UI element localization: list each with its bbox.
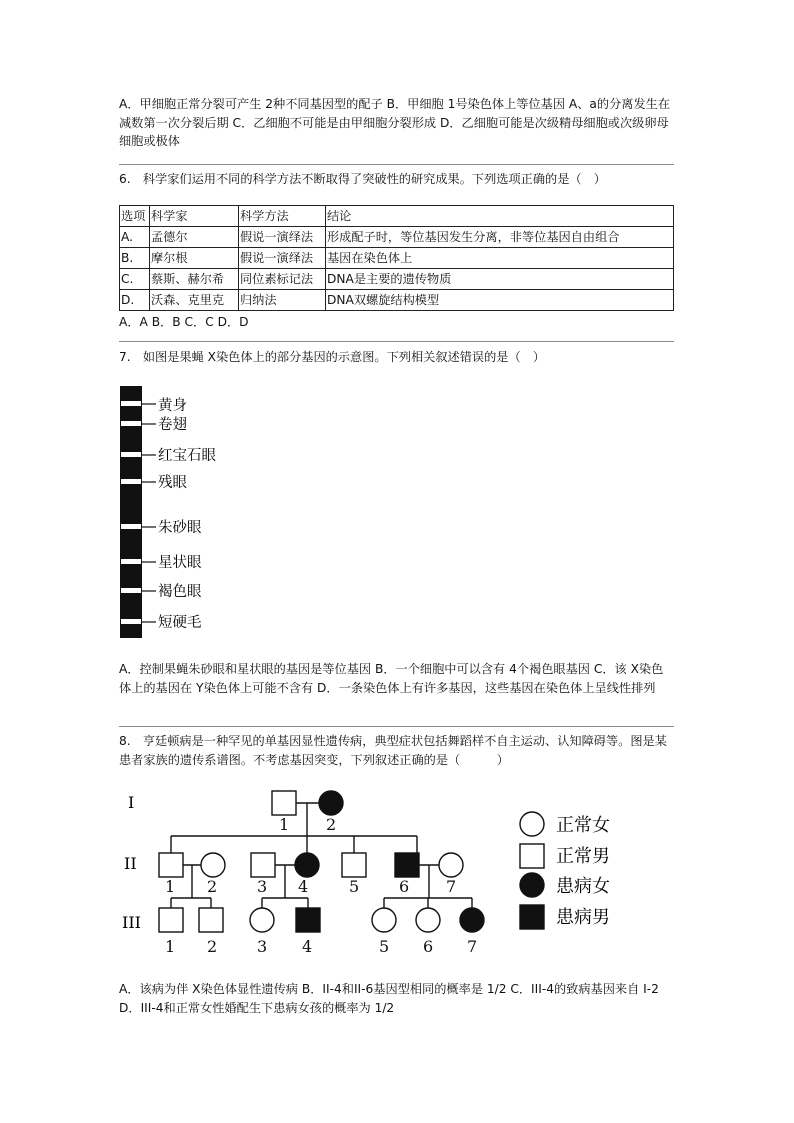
table-cell: 孟德尔 — [150, 227, 239, 248]
generation-label: III — [122, 913, 141, 932]
q7-options: A．控制果蝇朱砂眼和星状眼的基因是等位基因 B．一个细胞中可以含有 4个褐色眼基因 C．该 X染色体上的基因在 Y染色体上可能不含有 D．一条染色体上有许多基因，这些基因在染色体上呈线性排列 — [119, 662, 664, 695]
normal-female-symbol — [416, 908, 440, 932]
individual-number: 5 — [349, 877, 360, 896]
gene-band — [121, 421, 141, 426]
q8-stem: 8. 亨廷顿病是一种罕见的单基因显性遗传病，典型症状包括舞蹈样不自主运动、认知障碍等。图是某患者家族的遗传系谱图。不考虑基因突变，下列叙述正确的是（ ） — [119, 734, 667, 767]
normal-female-symbol — [372, 908, 396, 932]
individual-number: 5 — [379, 937, 390, 956]
legend-label: 正常女 — [556, 815, 610, 836]
gene-label: 卷翅 — [158, 417, 187, 433]
q6-table — [119, 205, 674, 311]
q6-stem: 6. 科学家们运用不同的科学方法不断取得了突破性的研究成果。下列选项正确的是（ ） — [119, 172, 606, 186]
normal-male-symbol — [342, 853, 366, 877]
table-header: 结论 — [326, 206, 674, 227]
table-row — [120, 248, 674, 269]
individual-number: 4 — [298, 877, 309, 896]
table-cell: 形成配子时，等位基因发生分离，非等位基因自由组合 — [326, 227, 674, 248]
table-cell: 归纳法 — [239, 290, 326, 311]
divider — [119, 164, 674, 165]
normal-female-symbol — [201, 853, 225, 877]
individual-number: 3 — [257, 937, 268, 956]
divider — [119, 341, 674, 342]
divider — [119, 726, 674, 727]
individual-number: 4 — [302, 937, 313, 956]
q6-options: A．A B．B C．C D．D — [119, 315, 249, 329]
legend-label: 正常男 — [556, 846, 610, 867]
gene-label: 黄身 — [158, 398, 187, 414]
table-row — [120, 227, 674, 248]
q5-options: A．甲细胞正常分裂可产生 2种不同基因型的配子 B．甲细胞 1号染色体上等位基因 A、a的分离发生在减数第一次分裂后期 C．乙细胞不可能是由甲细胞分裂形成 D．乙细胞可能是次级精母细胞或次级卵母细胞或极体 — [119, 97, 671, 148]
gene-label: 残眼 — [158, 475, 187, 491]
individual-number: 6 — [399, 877, 410, 896]
gene-label: 朱砂眼 — [158, 520, 202, 536]
individual-number: 7 — [446, 877, 457, 896]
individual-number: 3 — [257, 877, 268, 896]
q8-options: A．该病为伴 X染色体显性遗传病 B．II-4和II-6基因型相同的概率是 1/2 C．III-4的致病基因来自 I-2 D．III-4和正常女性婚配生下患病女孩的概率为 1/2 — [119, 982, 659, 1015]
individual-number: 1 — [165, 877, 176, 896]
individual-number: 1 — [165, 937, 176, 956]
table-cell: 假说一演绎法 — [239, 248, 326, 269]
normal-male-symbol — [251, 853, 275, 877]
table-cell: 蔡斯、赫尔希 — [150, 269, 239, 290]
normal-female-symbol — [250, 908, 274, 932]
table-cell: C. — [120, 269, 150, 290]
table-header: 科学家 — [150, 206, 239, 227]
table-cell: 同位素标记法 — [239, 269, 326, 290]
affected-female-symbol — [460, 908, 484, 932]
table-cell: B. — [120, 248, 150, 269]
individual-number: 2 — [326, 815, 337, 834]
gene-band — [121, 401, 141, 406]
individual-number: 1 — [279, 815, 290, 834]
gene-band — [121, 479, 141, 484]
affected-female-symbol — [295, 853, 319, 877]
table-cell: D. — [120, 290, 150, 311]
table-cell: 沃森、克里克 — [150, 290, 239, 311]
table-cell: DNA双螺旋结构模型 — [326, 290, 674, 311]
gene-band — [121, 588, 141, 593]
normal-female-symbol — [439, 853, 463, 877]
table-cell: A. — [120, 227, 150, 248]
table-header: 科学方法 — [239, 206, 326, 227]
gene-label: 褐色眼 — [158, 584, 202, 600]
table-cell: 基因在染色体上 — [326, 248, 674, 269]
gene-label: 星状眼 — [158, 555, 202, 571]
table-header-row — [120, 206, 674, 227]
gene-band — [121, 559, 141, 564]
table-header: 选项 — [120, 206, 150, 227]
chromosome-diagram — [110, 380, 350, 642]
individual-number: 2 — [207, 937, 218, 956]
individual-number: 2 — [207, 877, 218, 896]
table-row — [120, 290, 674, 311]
individual-number: 6 — [423, 937, 434, 956]
gene-band — [121, 524, 141, 529]
normal-female-icon — [520, 812, 544, 836]
normal-male-icon — [520, 844, 544, 868]
affected-female-symbol — [319, 791, 343, 815]
gene-band — [121, 619, 141, 624]
normal-male-symbol — [199, 908, 223, 932]
q7-stem: 7. 如图是果蝇 X染色体上的部分基因的示意图。下列相关叙述错误的是（ ） — [119, 350, 546, 364]
affected-male-symbol — [296, 908, 320, 932]
affected-male-icon — [520, 905, 544, 929]
normal-male-symbol — [272, 791, 296, 815]
table-cell: 假说一演绎法 — [239, 227, 326, 248]
affected-female-icon — [520, 873, 544, 897]
gene-band — [121, 452, 141, 457]
legend-label: 患病男 — [556, 907, 610, 928]
table-row — [120, 269, 674, 290]
table-cell: 摩尔根 — [150, 248, 239, 269]
generation-label: II — [124, 854, 137, 873]
generation-label: I — [128, 793, 135, 812]
affected-male-symbol — [395, 853, 419, 877]
gene-label: 红宝石眼 — [158, 448, 216, 464]
pedigree-chart — [110, 782, 650, 962]
table-cell: DNA是主要的遗传物质 — [326, 269, 674, 290]
gene-label: 短硬毛 — [158, 615, 202, 631]
normal-male-symbol — [159, 908, 183, 932]
individual-number: 7 — [467, 937, 478, 956]
normal-male-symbol — [159, 853, 183, 877]
legend-label: 患病女 — [556, 876, 610, 897]
